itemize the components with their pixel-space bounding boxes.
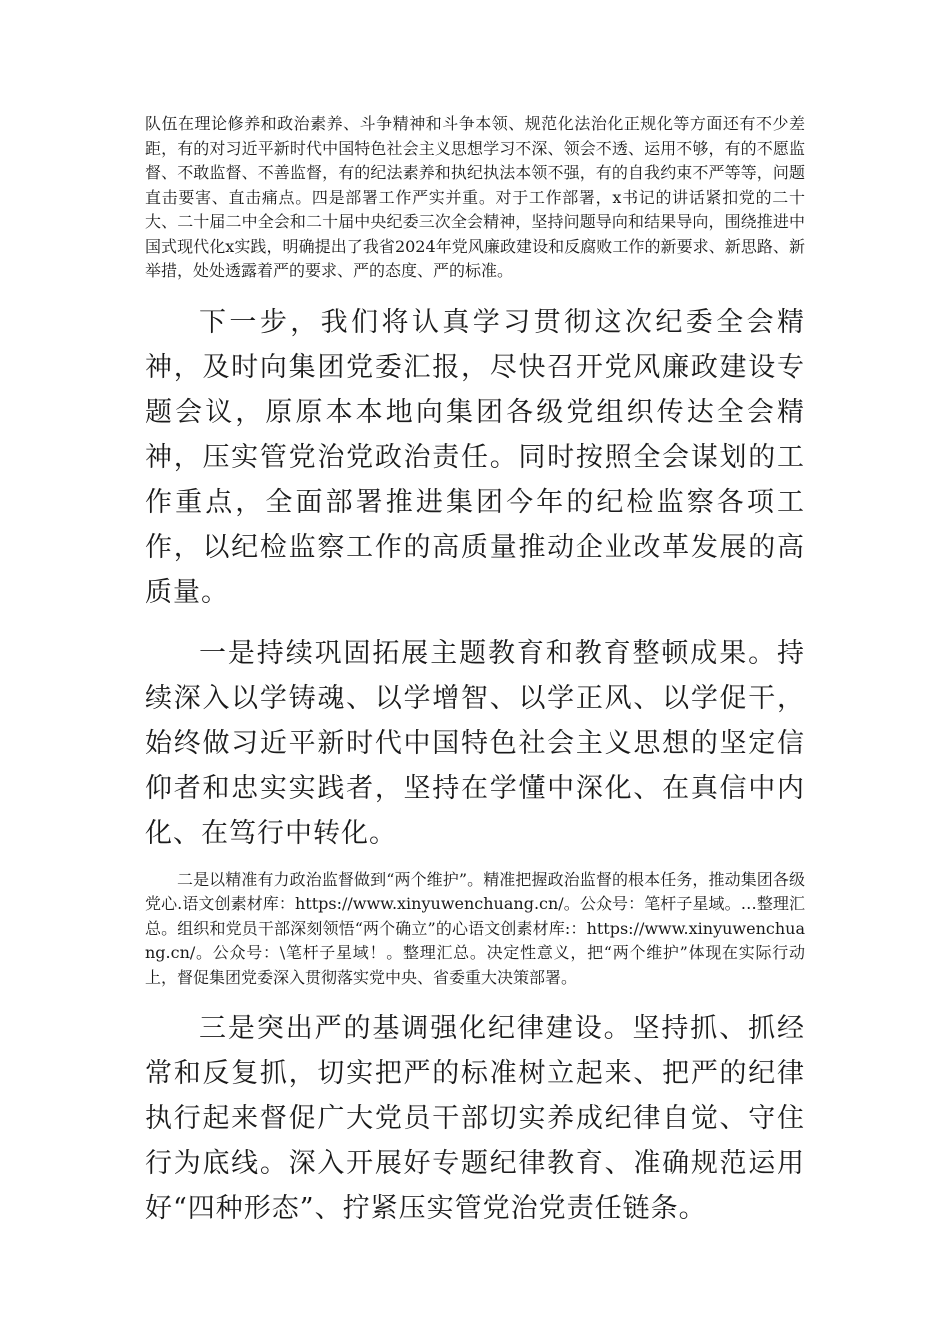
paragraph-party-issues: 队伍在理论修养和政治素养、斗争精神和斗争本领、规范化法治化正规化等方面还有不少差距，有的对习近平新时代中国特色社会主义思想学习不深、领会不透、运用不够，有的不愿监督、不敢监督、不善监督，有的纪法素养和执纪执法本领不强，有的自我约束不严等等，问题直击要害、直击痛点。四是部署工作严实并重。对于工作部署，x书记的讲话紧扣党的二十大、二十届二中全会和二十届中央纪委三次全会精神，坚持问题导向和结果导向，围绕推进中国式现代化x实践，明确提出了我省2024年党风廉政建设和反腐败工作的新要求、新思路、新举措，处处透露着严的要求、严的态度、严的标准。 (145, 114, 805, 280)
paragraph-point-three: 三是突出严的基调强化纪律建设。坚持抓、抓经常和反复抓，切实把严的标准树立起来、把严的纪律执行起来督促广大党员干部切实养成纪律自觉、守住行为底线。深入开展好专题纪律教育、准确规范运用好“四种形态”、拧紧压实管党治党责任链条。 (145, 1013, 805, 1224)
paragraph-point-one: 一是持续巩固拓展主题教育和教育整顿成果。持续深入以学铸魂、以学增智、以学正风、以学促干，始终做习近平新时代中国特色社会主义思想的坚定信仰者和忠实实践者，坚持在学懂中深化、在真信中内化、在笃行中转化。 (145, 637, 805, 849)
document-page (145, 112, 805, 1231)
paragraph-next-steps: 下一步，我们将认真学习贯彻这次纪委全会精神，及时向集团党委汇报，尽快召开党风廉政建设专题会议，原原本本地向集团各级党组织传达全会精神，压实管党治党政治责任。同时按照全会谋划的工作重点，全面部署推进集团今年的纪检监察各项工作，以纪检监察工作的高质量推动企业改革发展的高质量。 (145, 306, 805, 608)
paragraph-point-two: 二是以精准有力政治监督做到“两个维护”。精准把握政治监督的根本任务，推动集团各级党心.语文创素材库：https://www.xinyuwenchuang.cn/。公众号：笔杆子星域。…整理汇总。组织和党员干部深刻领悟“两个确立”的心语文创素材库:：https://www.xinyuwenchuang.cn/。公众号：\笔杆子星域！。整理汇总。决定性意义，把“两个维护”体现在实际行动上，督促集团党委深入贯彻落实党中央、省委重大决策部署。 (145, 869, 805, 987)
